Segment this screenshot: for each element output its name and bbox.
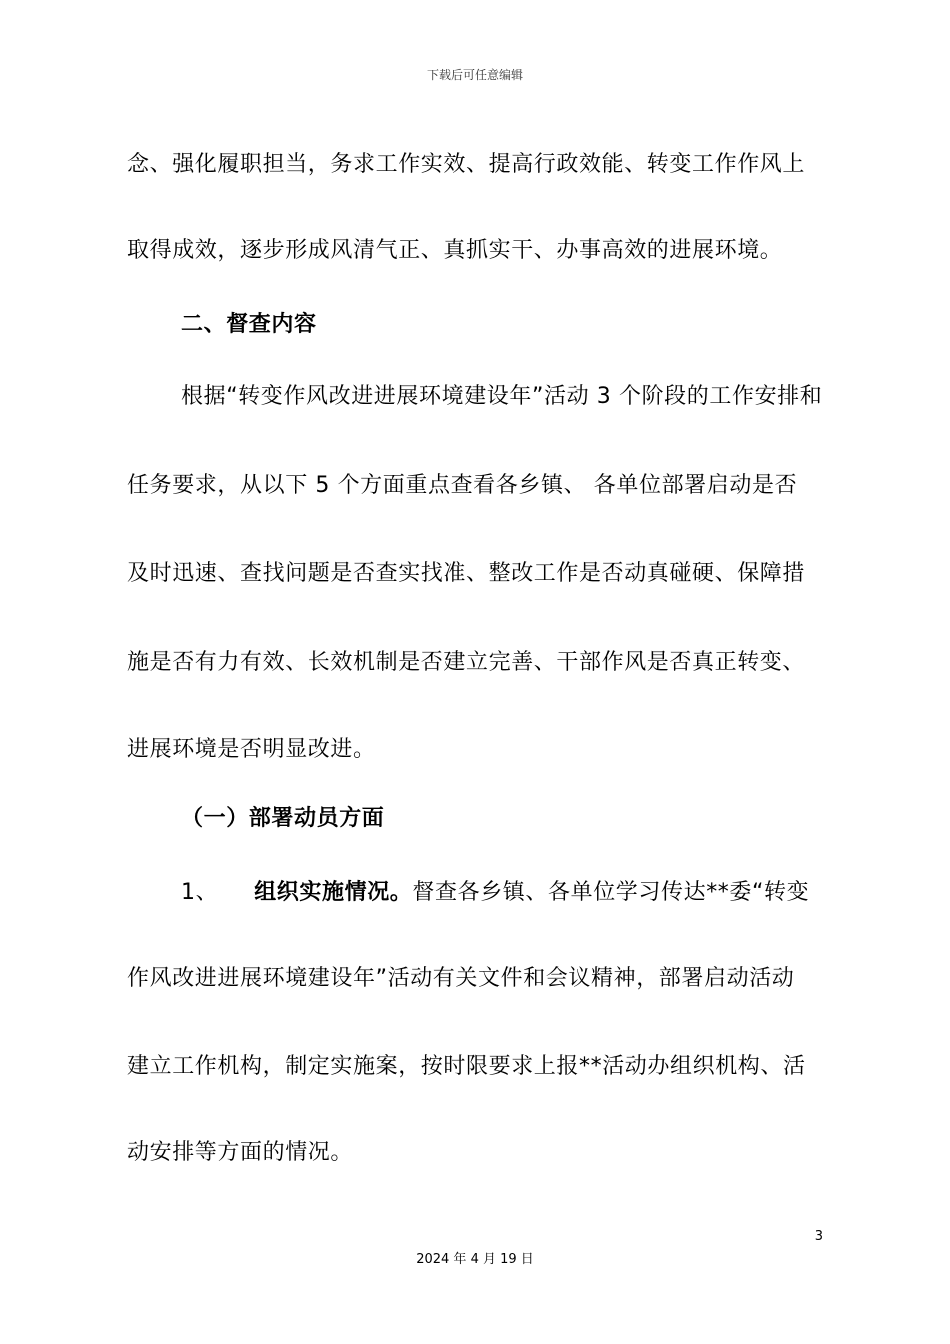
footer-date: 2024 年 4 月 19 日 xyxy=(416,1252,534,1267)
body-line: 进展环境是否明显改进。 xyxy=(127,737,376,762)
body-line: 及时迅速、查找问题是否查实找准、整改工作是否动真碰硬、保障措 xyxy=(127,561,806,586)
subsection-heading: （一）部署动员方面 xyxy=(181,806,385,831)
body-line: 任务要求，从以下 5 个方面重点查看各乡镇、 各单位部署启动是否 xyxy=(127,473,798,498)
list-item-title: 组织实施情况。 xyxy=(254,880,413,905)
section-heading: 二、督查内容 xyxy=(181,312,317,337)
list-item-number: 1、 xyxy=(181,880,219,905)
body-line: 建立工作机构，制定实施案，按时限要求上报**活动办组织机构、活 xyxy=(127,1054,806,1079)
body-line: 念、强化履职担当，务求工作实效、提高行政效能、转变工作作风上 xyxy=(127,152,806,177)
page-header: 下载后可任意编辑 xyxy=(426,68,523,82)
body-line: 取得成效，逐步形成风清气正、真抓实干、办事高效的进展环境。 xyxy=(127,238,783,263)
list-item xyxy=(181,878,827,908)
body-line: 作风改进进展环境建设年”活动有关文件和会议精神，部署启动活动 xyxy=(127,966,795,991)
page-number: 3 xyxy=(814,1229,823,1244)
body-line: 施是否有力有效、长效机制是否建立完善、干部作风是否真正转变、 xyxy=(127,650,806,675)
list-item-text: 督查各乡镇、各单位学习传达**委“转变 xyxy=(412,880,810,905)
body-line: 根据“转变作风改进进展环境建设年”活动 3 个阶段的工作安排和 xyxy=(181,384,823,409)
body-line: 动安排等方面的情况。 xyxy=(127,1140,354,1165)
